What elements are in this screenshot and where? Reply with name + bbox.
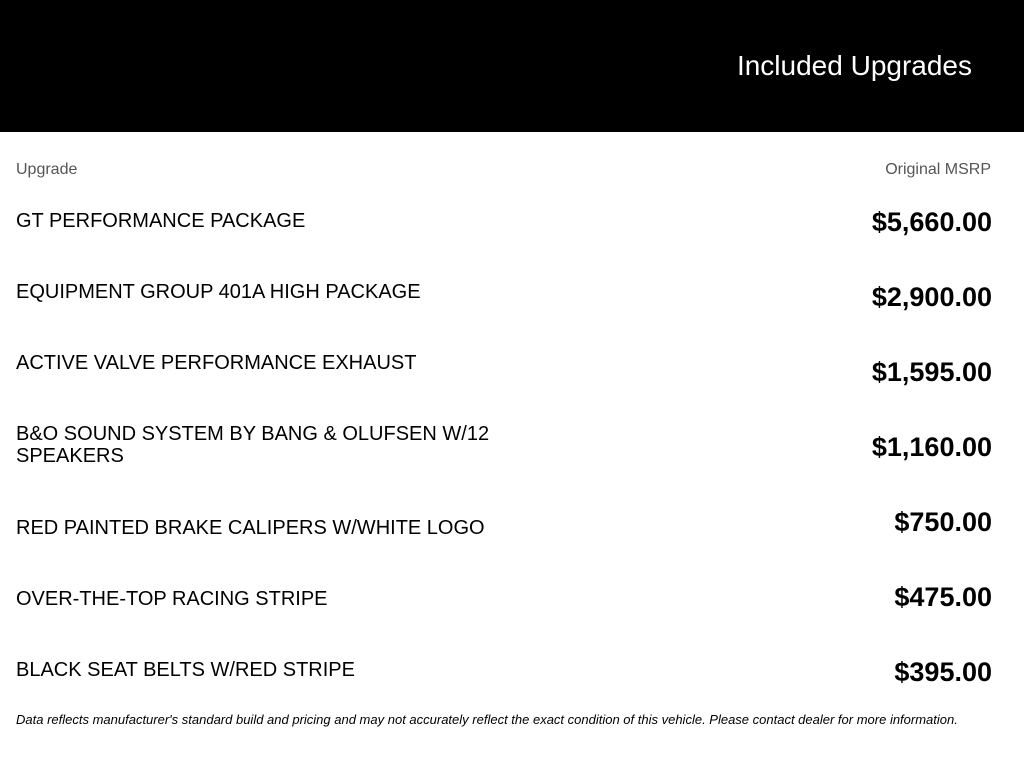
upgrade-name: ACTIVE VALVE PERFORMANCE EXHAUST: [16, 352, 417, 374]
upgrade-name: GT PERFORMANCE PACKAGE: [16, 210, 306, 232]
upgrade-name: EQUIPMENT GROUP 401A HIGH PACKAGE: [16, 281, 421, 303]
upgrade-name: RED PAINTED BRAKE CALIPERS W/WHITE LOGO: [16, 517, 485, 539]
disclaimer-text: Data reflects manufacturer's standard build and pricing and may not accurately reflect the exact condition of this vehicle. Please contact dealer for more information.: [16, 712, 958, 727]
upgrade-price: $1,595.00: [871, 357, 992, 387]
upgrade-price: $5,660.00: [871, 207, 992, 237]
upgrade-name: B&O SOUND SYSTEM BY BANG & OLUFSEN W/12 SPEAKERS: [16, 423, 490, 467]
upgrade-price: $2,900.00: [871, 282, 992, 312]
page-title: Included Upgrades: [736, 50, 972, 81]
upgrade-price: $475.00: [894, 582, 992, 612]
upgrade-name: OVER-THE-TOP RACING STRIPE: [16, 588, 328, 610]
upgrade-price: $395.00: [894, 657, 992, 687]
column-header-msrp: Original MSRP: [885, 161, 991, 178]
upgrade-price: $1,160.00: [871, 432, 992, 462]
upgrade-price: $750.00: [894, 507, 992, 537]
upgrade-name: BLACK SEAT BELTS W/RED STRIPE: [16, 659, 355, 681]
page-header: [0, 0, 1024, 132]
column-header-upgrade: Upgrade: [16, 161, 78, 178]
